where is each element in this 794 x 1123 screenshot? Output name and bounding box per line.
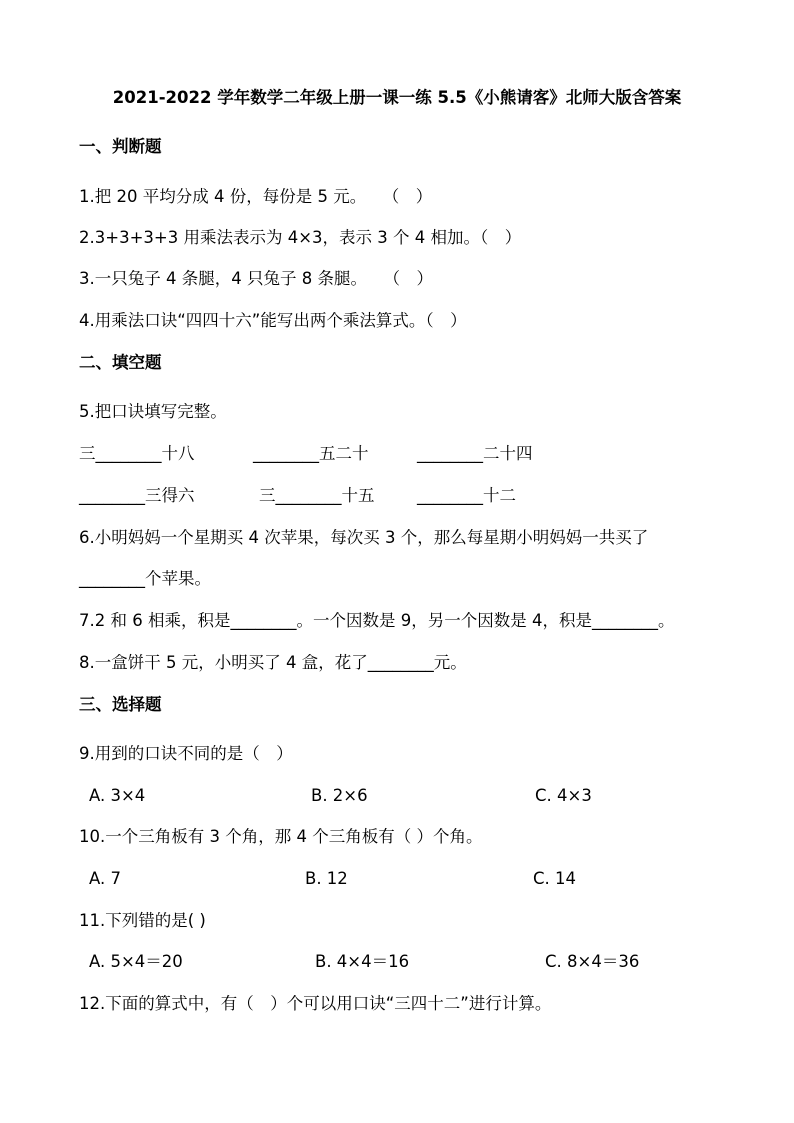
question-2: 2.3+3+3+3 用乘法表示为 4×3，表示 3 个 4 相加。（ ） xyxy=(79,228,522,247)
q11-option-c: C. 8×4＝36 xyxy=(545,952,640,971)
q10-option-a: A. 7 xyxy=(89,869,121,888)
question-1: 1.把 20 平均分成 4 份，每份是 5 元。 （ ） xyxy=(79,187,433,206)
q5-blank-4: ________三得六 xyxy=(79,486,195,505)
question-11: 11.下列错的是( ) xyxy=(79,911,206,930)
q9-option-b: B. 2×6 xyxy=(311,786,368,805)
q9-option-c: C. 4×3 xyxy=(535,786,592,805)
document-title: 2021-2022 学年数学二年级上册一课一练 5.5《小熊请客》北师大版含答案 xyxy=(112,88,682,107)
q10-option-b: B. 12 xyxy=(305,869,348,888)
section-heading-judgment: 一、判断题 xyxy=(79,137,162,156)
question-10: 10.一个三角板有 3 个角，那 4 个三角板有（ ）个角。 xyxy=(79,827,483,846)
q11-option-a: A. 5×4＝20 xyxy=(89,952,183,971)
question-4: 4.用乘法口诀“四四十六”能写出两个乘法算式。（ ） xyxy=(79,311,467,330)
question-6-line-1: 6.小明妈妈一个星期买 4 次苹果，每次买 3 个，那么每星期小明妈妈一共买了 xyxy=(79,528,649,547)
q5-blank-6: ________十二 xyxy=(417,486,516,505)
question-5: 5.把口诀填写完整。 xyxy=(79,402,227,421)
question-8: 8.一盒饼干 5 元，小明买了 4 盒，花了________元。 xyxy=(79,653,467,672)
question-7: 7.2 和 6 相乘，积是________。一个因数是 9，另一个因数是 4，积是________。 xyxy=(79,611,675,630)
q11-option-b: B. 4×4＝16 xyxy=(315,952,410,971)
question-12: 12.下面的算式中，有（ ）个可以用口诀“三四十二”进行计算。 xyxy=(79,994,552,1013)
q5-blank-3: ________二十四 xyxy=(417,444,533,463)
section-heading-multiple-choice: 三、选择题 xyxy=(79,695,162,714)
q5-blank-1: 三________十八 xyxy=(79,444,195,463)
question-6-line-2: ________个苹果。 xyxy=(79,569,211,588)
q5-blank-5: 三________十五 xyxy=(259,486,375,505)
question-3: 3.一只兔子 4 条腿，4 只兔子 8 条腿。 （ ） xyxy=(79,269,433,288)
q10-option-c: C. 14 xyxy=(533,869,577,888)
question-9: 9.用到的口诀不同的是（ ） xyxy=(79,744,293,763)
section-heading-fill-in: 二、填空题 xyxy=(79,353,162,372)
q5-blank-2: ________五二十 xyxy=(253,444,369,463)
q9-option-a: A. 3×4 xyxy=(89,786,146,805)
